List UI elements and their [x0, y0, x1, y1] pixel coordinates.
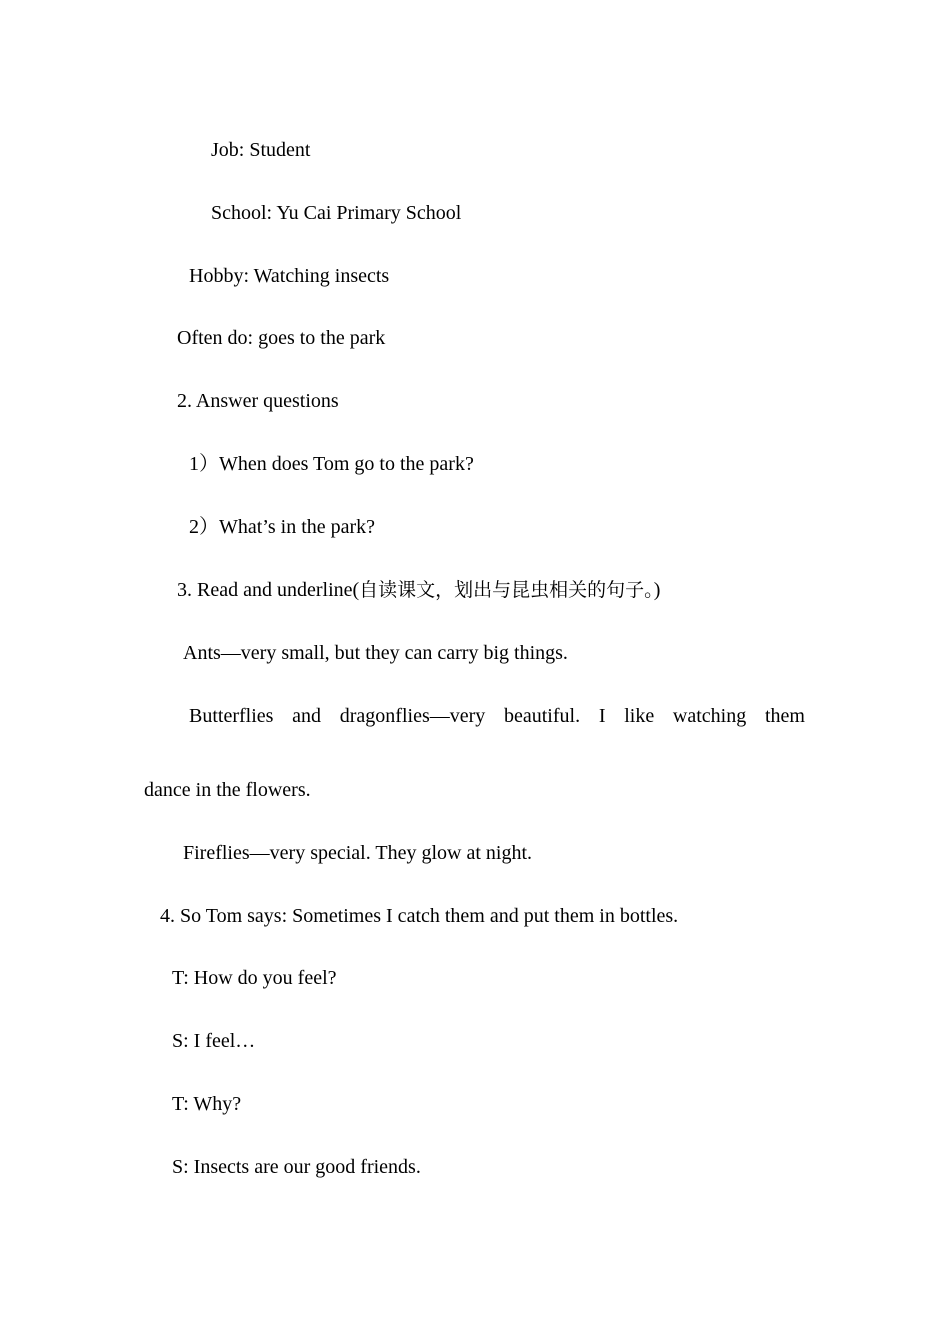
- question-1: 1）When does Tom go to the park?: [189, 453, 474, 475]
- section-3-heading-en: 3. Read and underline(: [177, 579, 360, 601]
- butterflies-sentence-continued: dance in the flowers.: [144, 779, 311, 801]
- word: watching: [672, 705, 747, 727]
- section-3-heading: [177, 578, 660, 602]
- often-do-line: Often do: goes to the park: [177, 327, 386, 349]
- ants-sentence: Ants—very small, but they can carry big things.: [183, 642, 568, 664]
- word: and: [292, 705, 322, 727]
- dialogue-line: T: How do you feel?: [172, 967, 337, 989]
- question-2: 2）What’s in the park?: [189, 516, 376, 538]
- word: dragonflies—very: [339, 705, 486, 727]
- butterflies-sentence: [189, 704, 805, 728]
- word: beautiful.: [504, 705, 581, 727]
- section-4-heading: 4. So Tom says: Sometimes I catch them and put them in bottles.: [160, 905, 679, 927]
- job-line: Job: Student: [211, 139, 311, 161]
- word: Butterflies: [189, 705, 274, 727]
- fireflies-sentence: Fireflies—very special. They glow at night.: [183, 842, 532, 864]
- school-line: School: Yu Cai Primary School: [211, 202, 462, 224]
- section-3-heading-cn: 自读课文，划出与昆虫相关的句子。: [359, 579, 654, 601]
- word: like: [624, 705, 655, 727]
- dialogue-line: S: I feel…: [172, 1030, 256, 1052]
- section-3-heading-close: ): [653, 579, 661, 601]
- dialogue-line: S: Insects are our good friends.: [172, 1156, 421, 1178]
- dialogue-line: T: Why?: [172, 1093, 242, 1115]
- hobby-line: Hobby: Watching insects: [189, 265, 390, 287]
- word: I: [598, 705, 606, 727]
- section-2-heading: 2. Answer questions: [177, 390, 339, 412]
- word: them: [764, 705, 805, 727]
